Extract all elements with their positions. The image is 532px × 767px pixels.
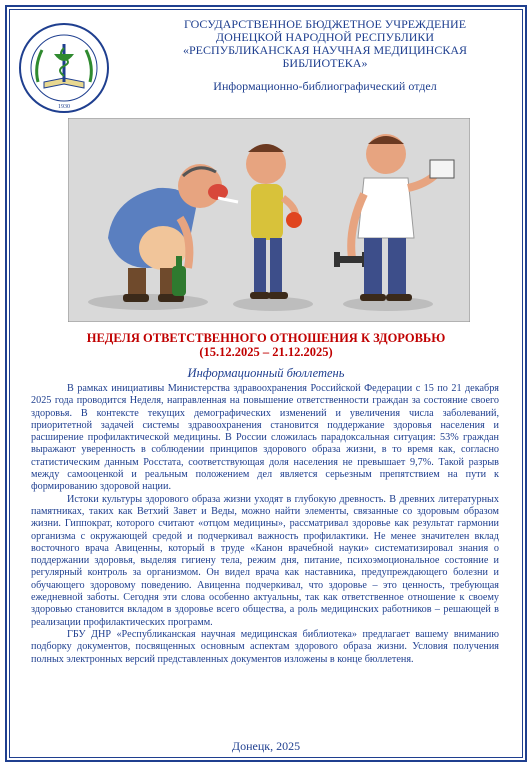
svg-text:1930: 1930 [58, 104, 70, 110]
org-name-line-1: ГОСУДАРСТВЕННОЕ БЮДЖЕТНОЕ УЧРЕЖДЕНИЕ [183, 17, 467, 31]
title-line-1: НЕДЕЛЯ ОТВЕТСТВЕННОГО ОТНОШЕНИЯ К ЗДОРОВЬЮ [86, 331, 446, 345]
footer-place-year: Донецк, 2025 [231, 739, 301, 753]
title-dates: (15.12.2025 – 21.12.2025) [199, 345, 333, 359]
bulletin-title [20, 331, 512, 359]
body-paragraph-3: ГБУ ДНР «Республиканская научная медицинская библиотека» предлагает вашему вниманию подборку документов, посвященных основным аспектам здорового образа жизни. Условия получения полных электронных версий представленных документов изложены в конце бюллетеня. [31, 628, 499, 665]
bulletin-body [31, 383, 499, 666]
body-paragraph-1: В рамках инициативы Министерства здравоохранения Российской Федерации с 15 по 21 декабря 2025 года проводится Неделя, направленная на повышение ответственности граждан за состояние своего здоровья. В контексте текущих демографических изменений и увеличения числа заболеваний, приоритетной задачей системы здравоохранения становится поддержание здоровья населения и расширение профилактической медицины. В России сложилась парадоксальная ситуация: 53% граждан выражают уверенность в соблюдении принципов здорового образа жизни, в то время как, согласно статистическим данным Росстата, соответствующая доля населения не превышает 9,7%. Такой разрыв между самооценкой и реальным положением дел является серьезным препятствием на пути к формированию здоровой нации. [31, 383, 499, 493]
body-paragraph-2: Истоки культуры здорового образа жизни уходят в глубокую древность. В древних литературных памятниках, таких как Ветхий Завет и Веды, можно найти элементы, связанные со здоровым образом жизни. Гиппократ, которого считают «отцом медицины», рассматривал здоровье как результат гармонии организма с окружающей средой и подчеркивал важность профилактики. Не менее значителен вклад восточного врача Авиценны, который в труде «Канон врачебной науки» систематизировал знания о поддержании здоровья, выделяя гигиену тела, режим дня, питание, психоэмоциональное состояние и регулярный контроль за организмом. Он видел врача как наставника, предупреждающего болезни и обучающего здоровому поведению. Авиценна подчеркивал, что здоровье – это ценность, требующая ежедневной заботы. Сегодня эти слова особенно актуальны, так как ответственное отношение к своему здоровью становится вкладом в здоровье всего общества, а роль медицинских работников – решающей в реализации профилактических программ. [31, 493, 499, 628]
health-evolution-illustration [68, 118, 470, 322]
org-name-line-3: «РЕСПУБЛИКАНСКАЯ НАУЧНАЯ МЕДИЦИНСКАЯ БИБЛИОТЕКА» [182, 43, 467, 70]
org-name-line-2: ДОНЕЦКОЙ НАРОДНОЙ РЕСПУБЛИКИ [215, 30, 435, 44]
header [140, 18, 510, 93]
bulletin-subtitle: Информационный бюллетень [187, 366, 345, 380]
department-name: Информационно-библиографический отдел [213, 79, 437, 93]
library-logo-icon [16, 20, 112, 116]
